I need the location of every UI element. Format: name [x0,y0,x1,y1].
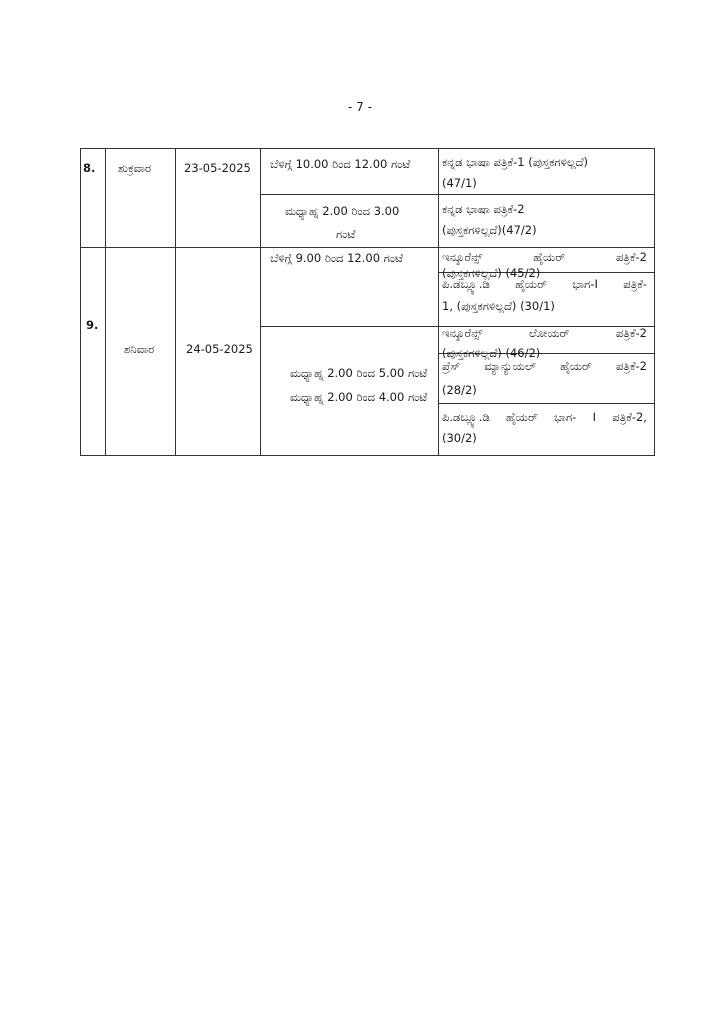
row8-day: ಶುಕ್ರವಾರ [118,161,152,175]
row9-date: 24-05-2025 [186,342,253,356]
col-divider-time [438,148,439,456]
row9-paper1-word3: ಪತ್ರಿಕೆ-2 [615,250,647,264]
row8-slot1-paper-line1: ಕನ್ನಡ ಭಾಷಾ ಪತ್ರಿಕೆ-1 (ಪುಸ್ತಕಗಳಿಲ್ಲದೆ) [442,155,589,169]
row9-paper4-word2: ಮ್ಯಾನ್ಯುಯಲ್ [484,359,536,373]
row8-serial: 8. [83,161,96,175]
row9-paper4-word3: ಹೈಯರ್ [560,359,592,373]
row9-paper5-line1 [442,409,647,425]
exam-schedule-table [80,148,655,456]
row9-paper2-word1: ಪಿ.ಡಬ್ಲ್ಯೂ.ಡಿ [442,277,490,291]
row8-slot2-paper-line2: (ಪುಸ್ತಕಗಳಿಲ್ಲದೆ)(47/2) [442,223,537,237]
col-divider-date [260,148,261,456]
row9-paper4-line2: (28/2) [442,383,477,397]
row9-paper2-line2: 1, (ಪುಸ್ತಕಗಳಿಲ್ಲದೆ) (30/1) [442,299,555,313]
row8-slot2-paper-line1: ಕನ್ನಡ ಭಾಷಾ ಪತ್ರಿಕೆ-2 [442,202,525,216]
row9-paper3-word3: ಪತ್ರಿಕೆ-2 [615,326,647,340]
row9-paper2-word4: ಪತ್ರಿಕೆ- [623,277,647,291]
row9-paper4-word4: ಪತ್ರಿಕೆ-2 [615,359,647,373]
row9-paper5-word4: I [592,410,596,424]
row9-paper1-word2: ಹೈಯರ್ [533,250,566,264]
row9-paper5-line2: (30/2) [442,431,477,445]
row9-paper3-word1: ಇನ್ಶೂರೆನ್ಸ್ [442,326,483,340]
row9-morning-time: ಬೆಳಿಗ್ಗೆ 9.00 ರಿಂದ 12.00 ಗಂಟೆ [270,251,403,265]
table-bottom-border [80,455,655,456]
row8-slot1-time: ಬೆಳಿಗ್ಗೆ 10.00 ರಿಂದ 12.00 ಗಂಟೆ [270,157,411,171]
row9-paper4-divider [438,403,655,404]
row9-paper3-line1 [442,325,647,341]
table-left-border [80,148,81,456]
row9-paper1-line2: (ಪುಸ್ತಕಗಳಿಲ್ಲದೆ) (45/2) [442,266,541,280]
row9-paper3-line2: (ಪುಸ್ತಕಗಳಿಲ್ಲದೆ) (46/2) [442,346,541,360]
row-divider [80,247,655,248]
row9-paper2-word3: ಭಾಗ-I [572,277,598,291]
row9-afternoon-time-1: ಮಧ್ಯಾಹ್ನ 2.00 ರಿಂದ 5.00 ಗಂಟೆ [290,366,428,380]
page-number: - 7 - [348,100,372,114]
row9-paper1-word1: ಇನ್ಶೂರೆನ್ಸ್ [442,250,483,264]
row9-paper5-word1: ಪಿ.ಡಬ್ಲ್ಯೂ.ಡಿ [442,410,490,424]
row8-date: 23-05-2025 [184,161,251,175]
row9-serial: 9. [86,318,99,332]
row8-slot1-paper-line2: (47/1) [442,176,477,190]
row9-paper3-word2: ಲೋಯರ್ [528,326,570,340]
table-top-border [80,148,655,149]
row9-paper5-word3: ಭಾಗ- [554,410,577,424]
col-divider-serial [105,148,106,456]
table-right-border [654,148,655,456]
row8-slot-divider [260,194,655,195]
row9-day: ಶನಿವಾರ [124,342,155,356]
row9-paper2-line1 [442,276,647,292]
row9-paper4-word1: ಪ್ರೆಸ್ [442,359,461,373]
row9-paper5-word5: ಪತ್ರಿಕೆ-2, [612,410,647,424]
row8-slot2-time-line1: ಮಧ್ಯಾಹ್ನ 2.00 ರಿಂದ 3.00 [285,204,400,218]
row9-paper1-line1 [442,249,647,265]
row9-afternoon-time-2: ಮಧ್ಯಾಹ್ನ 2.00 ರಿಂದ 4.00 ಗಂಟೆ [290,390,428,404]
row9-paper2-word2: ಹೈಯರ್ [515,277,547,291]
row8-slot2-time-line2: ಗಂಟೆ [336,227,356,241]
row9-paper4-line1 [442,358,647,374]
row9-paper5-word2: ಹೈಯರ್ [506,410,538,424]
col-divider-day [175,148,176,456]
